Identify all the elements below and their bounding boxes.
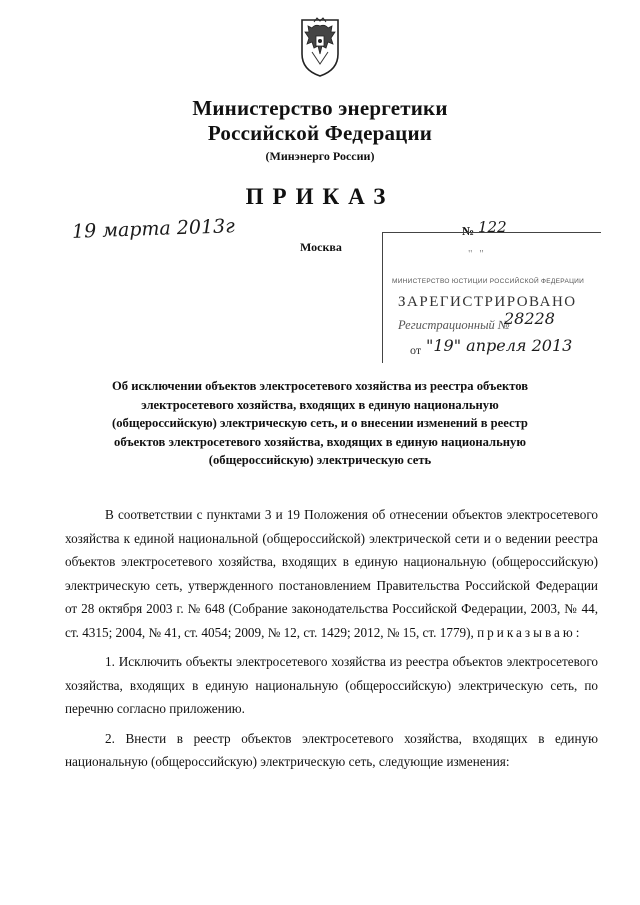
- document-type: ПРИКАЗ: [245, 184, 395, 209]
- title-line: Об исключении объектов электросетевого хозяйства из реестра объектов: [111, 379, 529, 393]
- order-date-handwritten: 19 марта 2013г: [71, 215, 236, 243]
- document-title: [70, 377, 570, 470]
- preamble-text: В соответствии с пунктами 3 и 19 Положения об отнесении объектов электросетевого хозяйства к единой национальной (общероссийской) электрической сети и о ведении реестра объектов электросетевого хозяйства, входящих в единую национальную (общероссийскую) электрическую сеть, утвержденного постановлением Правительства Российской Федерации от 28 октября 2003 г. № 648 (Собрание законодательства Российской Федерации, 2003, № 44, ст. 4315; 2004, № 41, ст. 4054; 2009, № 12, ст. 1429; 2012, № 15, ст. 1779),: [65, 507, 598, 640]
- order-number-handwritten: 122: [478, 218, 507, 236]
- stamp-reg-number-handwritten: 28228: [504, 309, 555, 328]
- item-2-paragraph: 2. Внести в реестр объектов электросетевого хозяйства, входящих в единую национальную (общероссийскую) электрическую сеть, следующие изменения:: [65, 730, 598, 769]
- title-line: объектов электросетевого хозяйства, входящих в единую национальную: [114, 434, 526, 449]
- title-line: (общероссийскую) электрическую сеть, и о внесении изменений в реестр: [112, 416, 528, 431]
- document-body: [65, 503, 598, 774]
- city-name: Москва: [300, 240, 342, 254]
- title-line: электросетевого хозяйства, входящих в единую национальную: [141, 397, 499, 412]
- stamp-faint-mark: " ": [468, 248, 486, 260]
- coat-of-arms-icon: [296, 14, 344, 78]
- stamp-registered-label: ЗАРЕГИСТРИРОВАНО: [398, 294, 577, 310]
- preamble-paragraph: [65, 503, 598, 644]
- stamp-ministry-line: МИНИСТЕРСТВО ЮСТИЦИИ РОССИЙСКОЙ ФЕДЕРАЦИИ: [392, 278, 585, 285]
- stamp-reg-date-handwritten: "19" апреля 2013: [426, 336, 573, 355]
- stamp-from-label: от: [410, 343, 422, 357]
- title-line: (общероссийскую) электрическую сеть: [208, 453, 432, 468]
- ministry-short-name: (Минэнерго России): [265, 149, 375, 163]
- order-word: приказываю:: [477, 624, 583, 640]
- order-number-label: №: [462, 224, 475, 238]
- ministry-name-line2: Российской Федерации: [207, 121, 433, 145]
- item-1-paragraph: 1. Исключить объекты электросетевого хозяйства из реестра объектов электросетевого хозяйства, входящих в единую национальную (общероссийскую) электрическую сеть, по перечню согласно приложению.: [65, 654, 598, 716]
- ministry-name-line1: Министерство энергетики: [192, 96, 448, 120]
- stamp-reg-number-label: Регистрационный №: [398, 318, 510, 332]
